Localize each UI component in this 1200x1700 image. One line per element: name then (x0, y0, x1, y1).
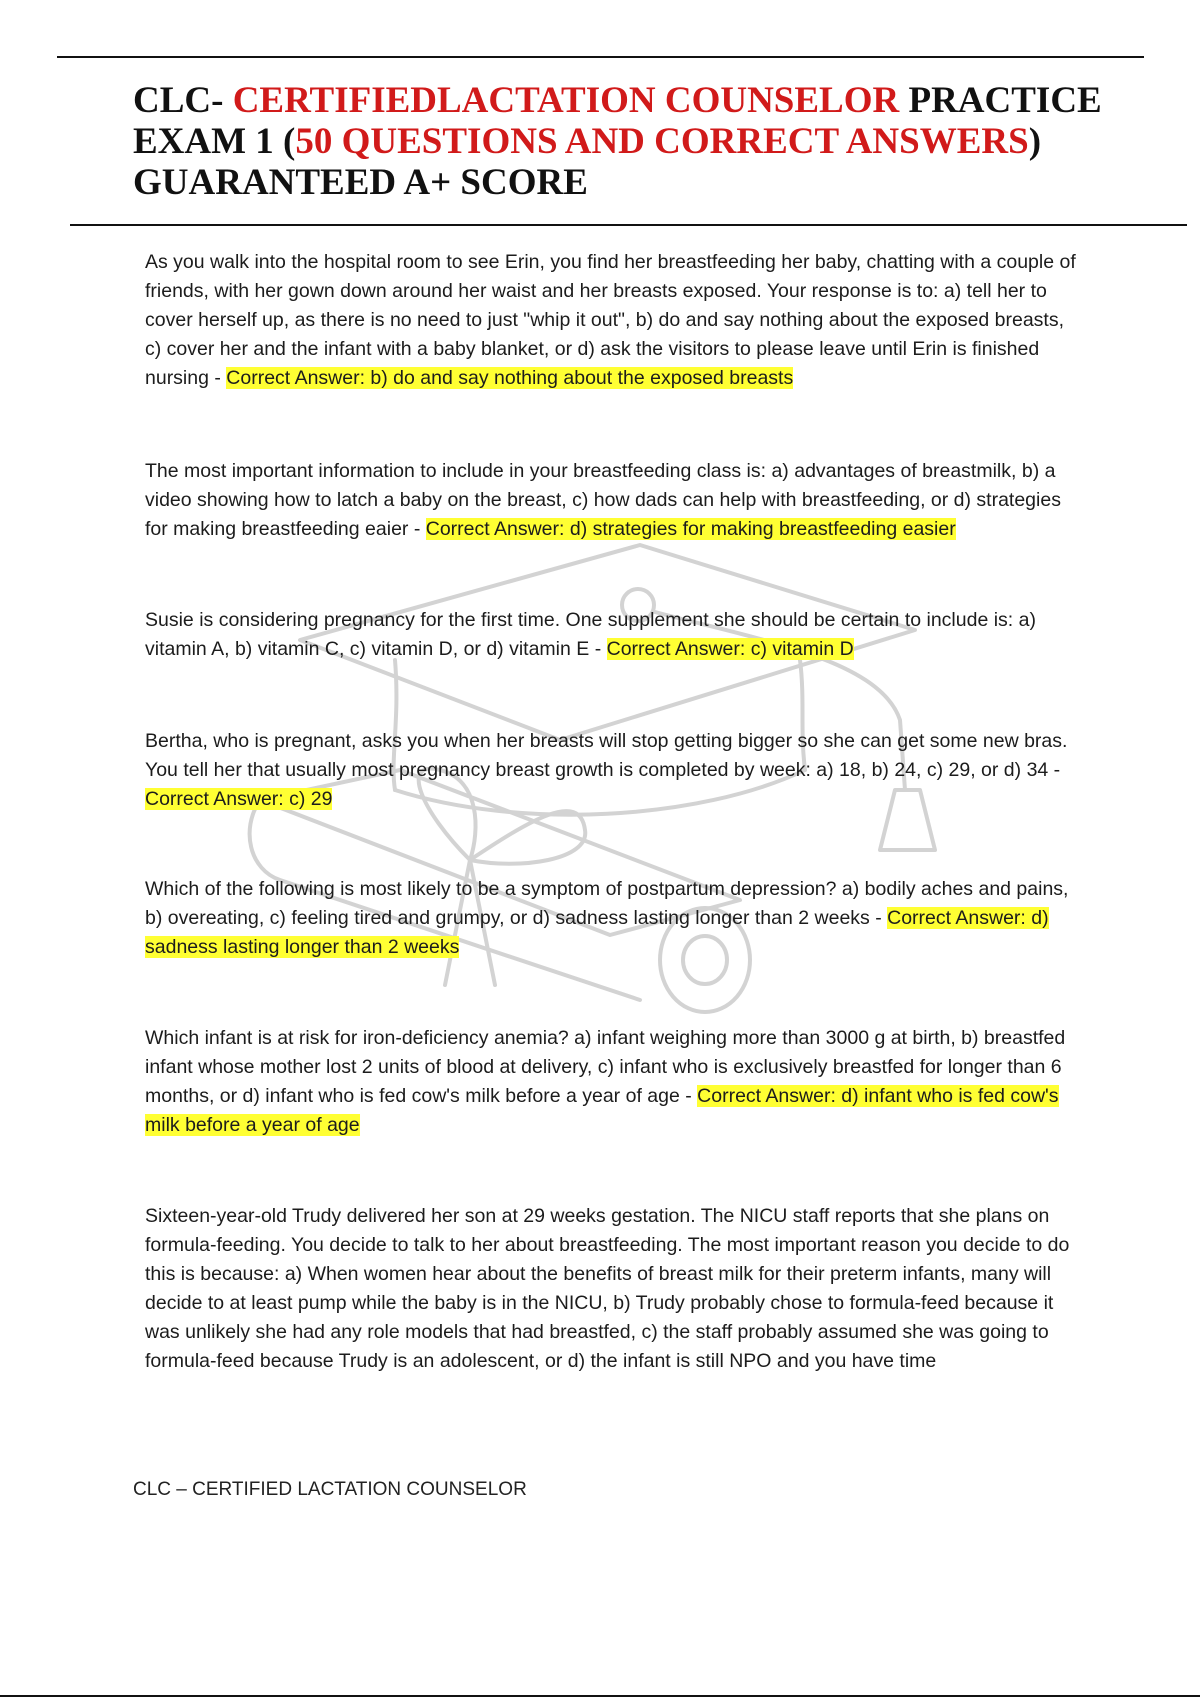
question-6-answer: Correct Answer: d) infant who is fed cow's milk before a year of age (145, 1085, 1059, 1136)
question-7-text: Sixteen-year-old Trudy delivered her son at 29 weeks gestation. The NICU staff reports that she plans on formula-feeding. You decide to talk to her about breastfeeding. The most important reason you decide to do this is because: a) When women hear about the benefits of breast milk for their preterm infants, many will decide to at least pump while the baby is in the NICU, b) Trudy probably chose to formula-feed because it was unlikely she had any role models that had breastfed, c) the staff probably assumed she was going to formula-feed because Trudy is an adolescent, or d) the infant is still NPO and you have time (145, 1205, 1070, 1372)
question-4-text: Bertha, who is pregnant, asks you when her breasts will stop getting bigger so she can get some new bras. You tell her that usually most pregnancy breast growth is completed by week: a) 18, b) 24, c) 29, or d) 34 - (145, 730, 1068, 781)
question-6-text: Which infant is at risk for iron-deficiency anemia? a) infant weighing more than 3000 g at birth, b) breastfed infant whose mother lost 2 units of blood at delivery, c) infant who is exclusively breastfed for longer than 6 months, or d) infant who is fed cow's milk before a year of age - (145, 1027, 1066, 1107)
question-1-text: As you walk into the hospital room to see Erin, you find her breastfeeding her baby, chatting with a couple of friends, with her gown down around her waist and her breasts exposed. Your response is to: a) tell her to cover herself up, as there is no need to just "whip it out", b) do and say nothing about the exposed breasts, c) cover her and the infant with a baby blanket, or d) ask the visitors to please leave until Erin is finished nursing - (145, 251, 1076, 389)
question-4 (145, 727, 1085, 814)
question-1-answer: Correct Answer: b) do and say nothing about the exposed breasts (226, 367, 794, 389)
title-suffix: ) GUARANTEED A+ SCORE (133, 121, 1042, 203)
title-highlight-2: 50 QUESTIONS AND CORRECT ANSWERS (295, 121, 1029, 162)
question-6 (145, 1024, 1085, 1140)
top-rule (57, 56, 1144, 58)
question-5-answer: Correct Answer: d) sadness lasting longer than 2 weeks (145, 907, 1049, 958)
title-prefix: CLC- (133, 80, 233, 121)
question-2-text: The most important information to include in your breastfeeding class is: a) advantages of breastmilk, b) a video showing how to latch a baby on the breast, c) how dads can help with breastfeeding, or d) strategies for making breastfeeding eaier - (145, 460, 1061, 540)
title-highlight-1: CERTIFIEDLACTATION COUNSELOR (232, 80, 900, 121)
question-1 (145, 248, 1085, 393)
question-3-answer: Correct Answer: c) vitamin D (606, 638, 854, 660)
question-5 (145, 875, 1085, 962)
question-2 (145, 457, 1085, 544)
header-rule (70, 224, 1187, 226)
question-2-answer: Correct Answer: d) strategies for making breastfeeding easier (425, 518, 956, 540)
document-title (133, 80, 1133, 203)
title-middle-1: PRACTICE EXAM 1 ( (133, 80, 1102, 162)
question-5-text: Which of the following is most likely to be a symptom of postpartum depression? a) bodily aches and pains, b) overeating, c) feeling tired and grumpy, or d) sadness lasting longer than 2 weeks - (145, 878, 1069, 929)
question-3-text: Susie is considering pregnancy for the first time. One supplement she should be certain to include is: a) vitamin A, b) vitamin C, c) vitamin D, or d) vitamin E - (145, 609, 1036, 660)
question-4-answer: Correct Answer: c) 29 (145, 788, 333, 810)
question-3 (145, 606, 1085, 664)
page-footer: CLC – CERTIFIED LACTATION COUNSELOR (133, 1479, 527, 1500)
question-7 (145, 1202, 1085, 1376)
bottom-rule (0, 1695, 1200, 1697)
